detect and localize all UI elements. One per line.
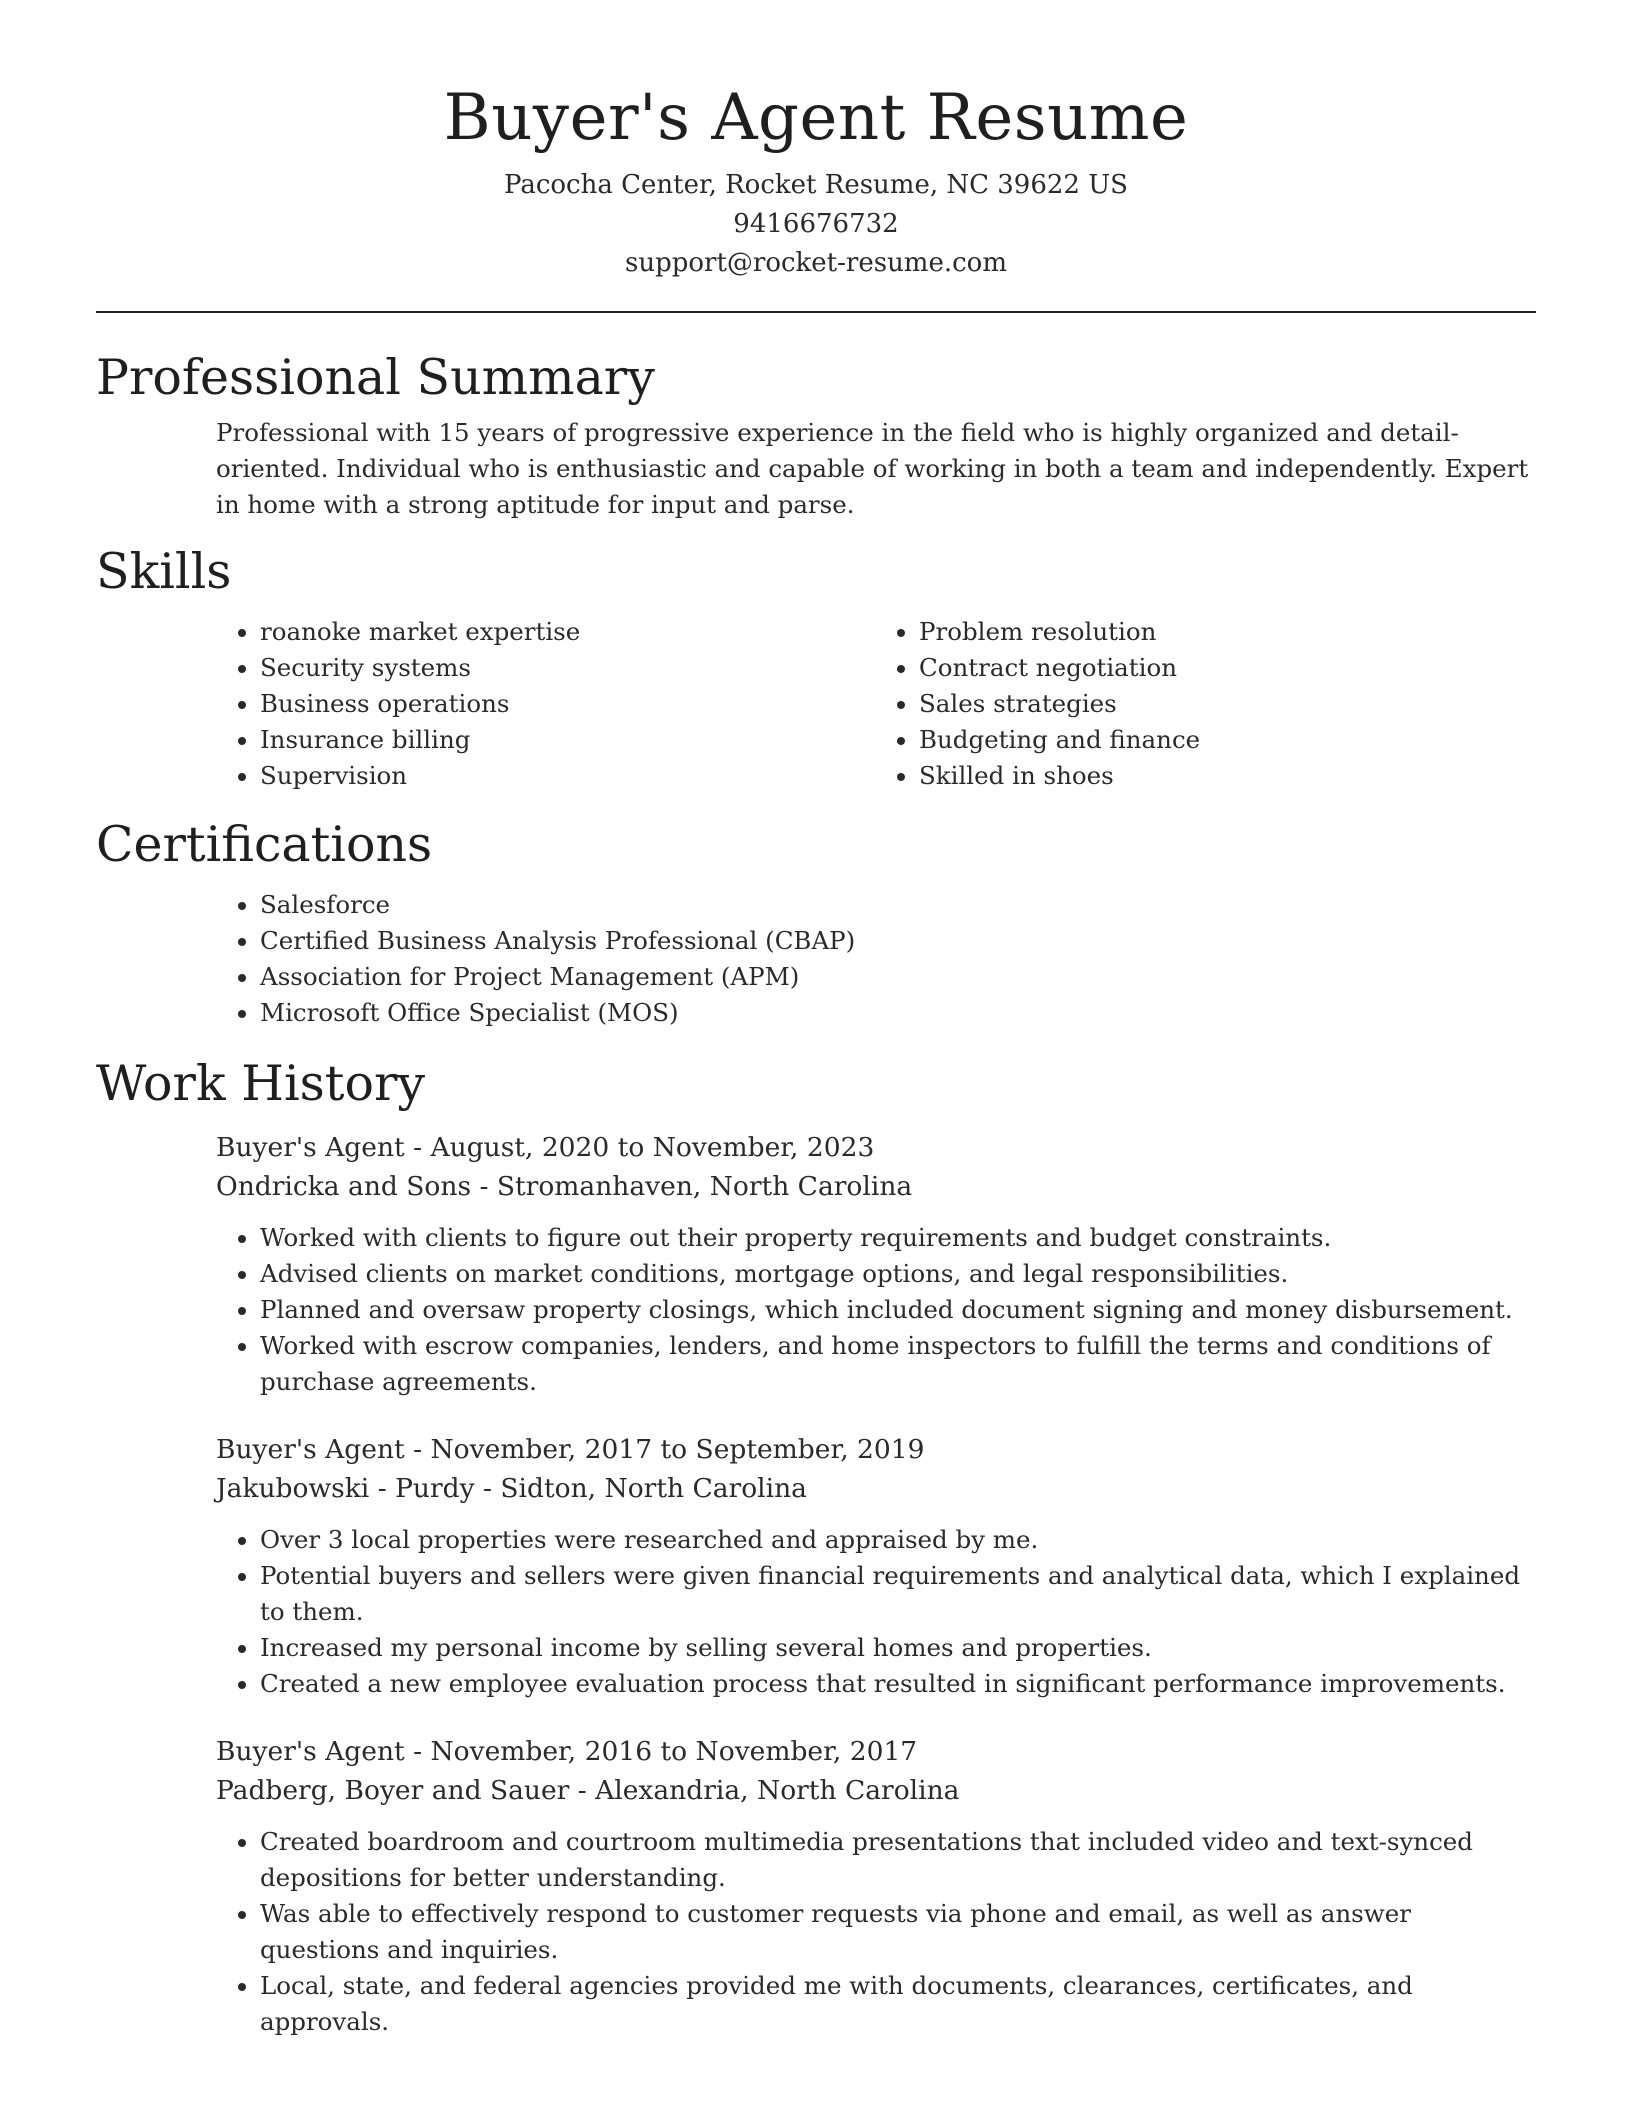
list-item: • Budgeting and finance: [919, 722, 1536, 758]
list-item: • Association for Project Management (APM): [260, 959, 1536, 995]
list-item: • Skilled in shoes: [919, 758, 1536, 794]
job-company-line: Padberg, Boyer and Sauer - Alexandria, North Carolina: [216, 1774, 960, 1806]
list-item: • Supervision: [260, 758, 877, 794]
list-item: • Contract negotiation: [919, 650, 1536, 686]
job-entry: [96, 1732, 1536, 2040]
list-item: • Potential buyers and sellers were given financial requirements and analytical data, which I explained to them.: [260, 1558, 1536, 1630]
skills-columns: [96, 614, 1536, 794]
job-duties: [96, 1824, 1536, 2040]
list-item: • Sales strategies: [919, 686, 1536, 722]
skills-list-right: [877, 614, 1536, 794]
list-item: • Business operations: [260, 686, 877, 722]
resume-title: Buyer's Agent Resume: [443, 81, 1189, 155]
list-item: • Local, state, and federal agencies provided me with documents, clearances, certificates, and approvals.: [260, 1968, 1536, 2040]
summary-section: [96, 349, 1536, 524]
certifications-list: [96, 887, 1536, 1031]
list-item: • Was able to effectively respond to customer requests via phone and email, as well as answer questions and inquiries.: [260, 1896, 1536, 1968]
skills-heading: Skills: [96, 543, 232, 601]
list-item: • Increased my personal income by selling several homes and properties.: [260, 1630, 1536, 1666]
list-item: • Created boardroom and courtroom multimedia presentations that included video and text-synced depositions for better understanding.: [260, 1824, 1536, 1896]
list-item: • Salesforce: [260, 887, 1536, 923]
contact-email: support@rocket-resume.com: [624, 247, 1007, 278]
job-company-line: Ondricka and Sons - Stromanhaven, North Carolina: [216, 1170, 913, 1202]
list-item: • Worked with clients to figure out their property requirements and budget constraints.: [260, 1220, 1536, 1256]
resume-page: [96, 0, 1536, 2040]
job-title: Buyer's Agent: [216, 1131, 405, 1163]
contact-phone: 9416676732: [733, 208, 899, 239]
list-item: • Worked with escrow companies, lenders, and home inspectors to fulfill the terms and conditions of purchase agreements.: [260, 1328, 1536, 1400]
certifications-heading: Certifications: [96, 816, 433, 874]
job-company-line: Jakubowski - Purdy - Sidton, North Carolina: [216, 1472, 807, 1504]
skills-list-left: [96, 614, 877, 794]
list-item: • Planned and oversaw property closings, which included document signing and money disbursement.: [260, 1292, 1536, 1328]
job-duties: [96, 1522, 1536, 1702]
list-item: • Problem resolution: [919, 614, 1536, 650]
job-company: Jakubowski - Purdy: [216, 1472, 475, 1504]
summary-text: Professional with 15 years of progressive experience in the field who is highly organized and detail-oriented. Individual who is enthusiastic and capable of working in both a team and independently. Expert in home with a strong aptitude for input and parse.: [216, 418, 1529, 520]
work-section: [96, 1055, 1536, 2040]
job-dates: November, 2016 to November, 2017: [430, 1735, 918, 1767]
job-entry: [96, 1128, 1536, 1400]
job-location: Sidton, North Carolina: [500, 1472, 807, 1504]
job-company: Padberg, Boyer and Sauer: [216, 1774, 570, 1806]
skills-section: [96, 543, 1536, 794]
contact-info: [96, 166, 1536, 283]
list-item: • Security systems: [260, 650, 877, 686]
job-entry: [96, 1430, 1536, 1702]
list-item: • Created a new employee evaluation process that resulted in significant performance improvements.: [260, 1666, 1536, 1702]
job-dates: August, 2020 to November, 2023: [430, 1131, 875, 1163]
list-item: • Insurance billing: [260, 722, 877, 758]
list-item: • Advised clients on market conditions, mortgage options, and legal responsibilities.: [260, 1256, 1536, 1292]
work-heading: Work History: [96, 1054, 426, 1112]
job-company: Ondricka and Sons: [216, 1170, 472, 1202]
list-item: • roanoke market expertise: [260, 614, 877, 650]
job-title: Buyer's Agent: [216, 1735, 405, 1767]
job-dates: November, 2017 to September, 2019: [430, 1433, 925, 1465]
list-item: • Over 3 local properties were researched and appraised by me.: [260, 1522, 1536, 1558]
certifications-section: [96, 816, 1536, 1031]
job-location: Stromanhaven, North Carolina: [496, 1170, 913, 1202]
resume-header: [96, 0, 1536, 283]
list-item: • Microsoft Office Specialist (MOS): [260, 995, 1536, 1031]
job-location: Alexandria, North Carolina: [595, 1774, 960, 1806]
job-title-line: Buyer's Agent - August, 2020 to November, 2023: [216, 1131, 875, 1163]
list-item: • Certified Business Analysis Professional (CBAP): [260, 923, 1536, 959]
job-duties: [96, 1220, 1536, 1400]
header-divider: [96, 311, 1536, 313]
job-title-line: Buyer's Agent - November, 2017 to September, 2019: [216, 1433, 925, 1465]
job-title-line: Buyer's Agent - November, 2016 to November, 2017: [216, 1735, 918, 1767]
job-title: Buyer's Agent: [216, 1433, 405, 1465]
summary-heading: Professional Summary: [96, 348, 655, 406]
contact-address: Pacocha Center, Rocket Resume, NC 39622 US: [504, 169, 1128, 200]
